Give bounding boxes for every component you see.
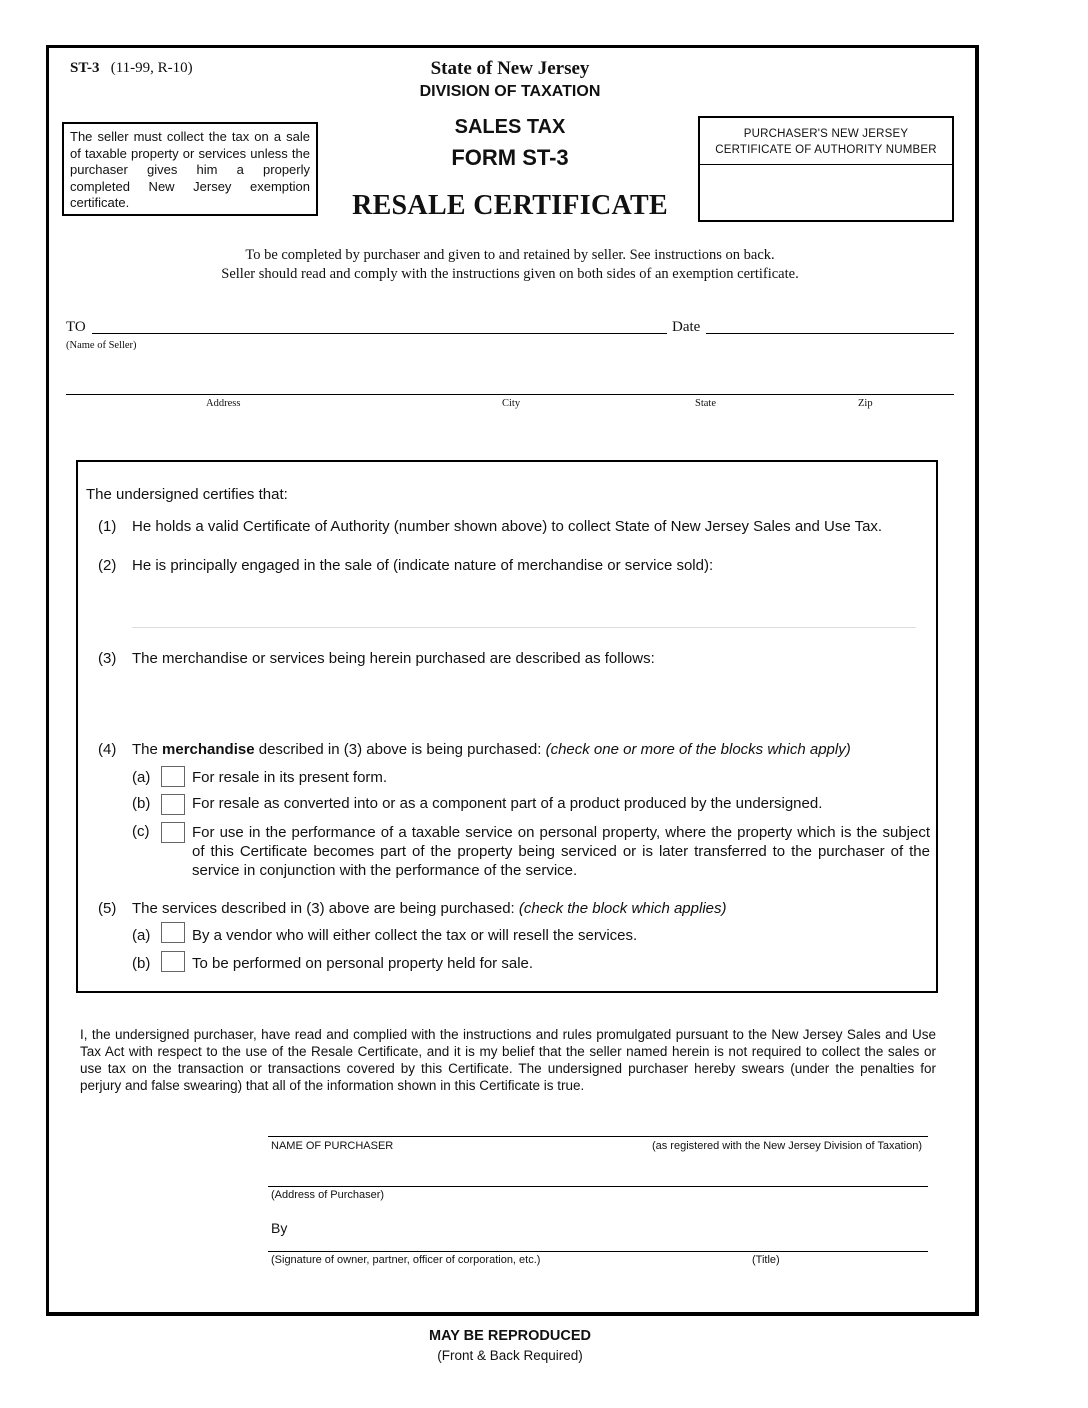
purchaser-name-caption: NAME OF PURCHASER bbox=[271, 1140, 394, 1152]
authority-number-field[interactable] bbox=[708, 174, 944, 214]
item4b-text: For resale as converted into or as a component part of a product produced by the undersigned. bbox=[192, 795, 823, 812]
division-title: DIVISION OF TAXATION bbox=[419, 83, 601, 100]
form-number: ST-3 bbox=[70, 60, 100, 76]
item4-post: described in (3) above is being purchased: bbox=[254, 741, 546, 758]
item4c-letter: (c) bbox=[132, 823, 150, 840]
date-field[interactable] bbox=[710, 316, 950, 332]
purchaser-address-caption: (Address of Purchaser) bbox=[271, 1189, 385, 1201]
item4a-checkbox[interactable] bbox=[161, 766, 185, 787]
authority-number-box bbox=[698, 116, 954, 222]
seller-notice: The seller must collect the tax on a sale of taxable property or services unless the purchaser gives him a properly completed New Jersey exemption certificate. bbox=[62, 122, 318, 216]
item5-italic: (check the block which applies) bbox=[518, 900, 727, 917]
signature-caption: (Signature of owner, partner, officer of corporation, etc.) bbox=[271, 1254, 541, 1266]
registered-caption: (as registered with the New Jersey Division of Taxation) bbox=[651, 1140, 922, 1152]
authority-box-line1: PURCHASER'S NEW JERSEY bbox=[743, 128, 909, 140]
certification-intro: The undersigned certifies that: bbox=[86, 486, 288, 503]
item4-bold: merchandise bbox=[162, 741, 255, 758]
item4-text bbox=[132, 741, 932, 758]
item5b-checkbox[interactable] bbox=[161, 951, 185, 972]
form-title: FORM ST-3 bbox=[451, 145, 569, 170]
item2-text: He is principally engaged in the sale of (indicate nature of merchandise or service sold): bbox=[132, 557, 714, 574]
form-revision: (11-99, R-10) bbox=[110, 60, 193, 76]
to-label: TO bbox=[66, 319, 86, 335]
item1-text: He holds a valid Certificate of Authority (number shown above) to collect State of New Jersey Sales and Use Tax. bbox=[132, 518, 883, 535]
seller-name-field[interactable] bbox=[96, 316, 656, 332]
item1-number: (1) bbox=[98, 518, 117, 535]
item5b-letter: (b) bbox=[132, 955, 151, 972]
state-title: State of New Jersey bbox=[430, 58, 590, 79]
date-label: Date bbox=[672, 319, 701, 335]
item3-text: The merchandise or services being herein purchased are described as follows: bbox=[132, 650, 655, 667]
purchaser-name-line[interactable] bbox=[268, 1136, 928, 1137]
certificate-title: RESALE CERTIFICATE bbox=[352, 190, 668, 221]
seller-name-caption: (Name of Seller) bbox=[66, 340, 137, 351]
city-caption: City bbox=[502, 398, 521, 409]
item4b-checkbox[interactable] bbox=[161, 794, 185, 815]
instructions-line2: Seller should read and comply with the instructions given on both sides of an exemption certificate. bbox=[221, 266, 799, 282]
reproduction-requirement: (Front & Back Required) bbox=[437, 1348, 583, 1363]
authority-box-label bbox=[700, 126, 952, 158]
item5a-text: By a vendor who will either collect the tax or will resell the services. bbox=[192, 927, 638, 944]
authority-box-line2: CERTIFICATE OF AUTHORITY NUMBER bbox=[715, 144, 937, 156]
item4-number: (4) bbox=[98, 741, 117, 758]
item2-answer-line[interactable] bbox=[132, 627, 916, 628]
authority-box-divider bbox=[700, 164, 952, 165]
item3-number: (3) bbox=[98, 650, 117, 667]
purchaser-address-line[interactable] bbox=[268, 1186, 928, 1187]
item5b-text: To be performed on personal property held for sale. bbox=[192, 955, 534, 972]
item4a-letter: (a) bbox=[132, 769, 151, 786]
date-line bbox=[706, 333, 954, 334]
instructions bbox=[100, 246, 920, 284]
state-caption: State bbox=[695, 398, 716, 409]
title-caption: (Title) bbox=[752, 1254, 780, 1266]
purchaser-declaration: I, the undersigned purchaser, have read and complied with the instructions and rules promulgated pursuant to the New Jersey Sales and Use Tax Act with respect to the use of the Resale Certificate, and it is my belief that the seller named herein is not required to collect the sales or use tax on the transaction or transactions covered by this Certificate. The undersigned purchaser hereby swears (under the penalties for perjury and false swearing) that all of the information shown in this Certificate is true. bbox=[80, 1027, 936, 1093]
item5-main: The services described in (3) above are being purchased: bbox=[132, 900, 519, 917]
item2-number: (2) bbox=[98, 557, 117, 574]
seller-address-line[interactable] bbox=[66, 394, 954, 395]
item5-number: (5) bbox=[98, 900, 117, 917]
zip-caption: Zip bbox=[858, 398, 873, 409]
sales-tax-heading: SALES TAX bbox=[454, 116, 566, 138]
signature-line[interactable] bbox=[268, 1251, 928, 1252]
form-id bbox=[70, 60, 193, 77]
item4b-letter: (b) bbox=[132, 795, 151, 812]
item4a-text: For resale in its present form. bbox=[192, 769, 388, 786]
item5a-letter: (a) bbox=[132, 927, 151, 944]
seller-name-line bbox=[92, 333, 667, 334]
item5-text bbox=[132, 900, 932, 917]
item4-italic: (check one or more of the blocks which apply) bbox=[545, 741, 851, 758]
by-label: By bbox=[271, 1220, 288, 1236]
item5a-checkbox[interactable] bbox=[161, 922, 185, 943]
item4-pre: The bbox=[132, 741, 163, 758]
item4c-checkbox[interactable] bbox=[161, 822, 185, 843]
instructions-line1: To be completed by purchaser and given to and retained by seller. See instructions on back. bbox=[245, 247, 775, 263]
reproduction-notice: MAY BE REPRODUCED bbox=[429, 1328, 591, 1344]
item4c-text: For use in the performance of a taxable service on personal property, where the property which is the subject of this Certificate becomes part of the property being serviced or is later transferred to the purchaser of the service in conjunction with the performance of the service. bbox=[192, 824, 930, 879]
address-caption: Address bbox=[206, 398, 241, 409]
